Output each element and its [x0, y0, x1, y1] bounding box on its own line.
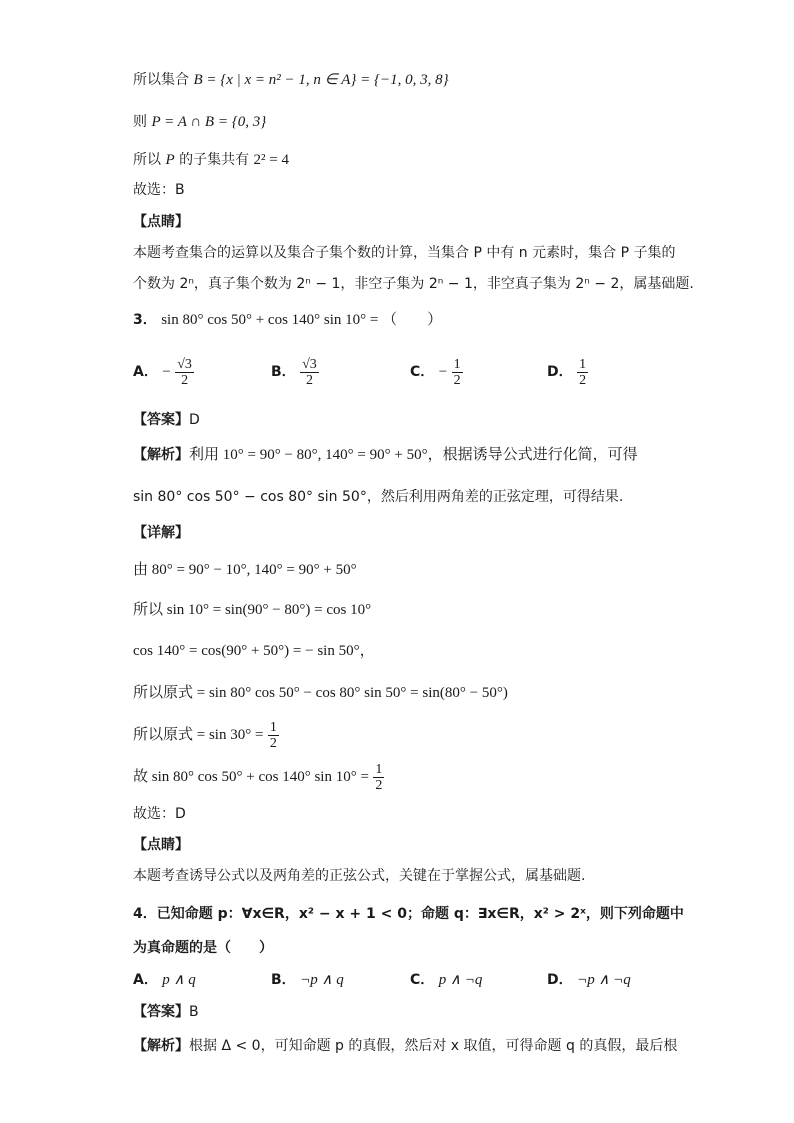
question-3: 3． sin 80° cos 50° + cos 140° sin 10° = （ ） [133, 312, 443, 328]
q4-option-c: C． p ∧ ¬q [410, 972, 483, 988]
section-tag-dianjing: 【点睛】 [133, 214, 189, 230]
fraction: $\frac{√3}{2}$ [302, 356, 317, 388]
q3-option-d: D． $\frac{1}{2}$ [547, 356, 587, 388]
line-note-1: 本题考查集合的运算以及集合子集个数的计算，当集合 P 中有 n 元素时，集合 P 子集的 [133, 245, 676, 261]
fraction: $\frac{√3}{2}$ [177, 356, 192, 388]
question-4-line-2: 为真命题的是（ ） [133, 940, 273, 956]
line-choice-b: 故选：B [133, 182, 185, 198]
note-line: 本题考查诱导公式以及两角差的正弦公式，关键在于掌握公式，属基础题. [133, 868, 586, 884]
line-set-b: 所以集合 B = {x | x = n² − 1, n ∈ A} = {−1, 0, 3, 8} [133, 72, 449, 88]
detail-line-4: 所以原式 = sin 80° cos 50° − cos 80° sin 50° = sin(80° − 50°) [133, 685, 508, 701]
fraction: $\frac{1}{2}$ [579, 356, 587, 388]
q3-option-a: A． − $\frac{√3}{2}$ [133, 356, 192, 388]
fraction: $\frac{1}{2}$ [375, 761, 383, 793]
line-subset-count: 所以 P 的子集共有 2² = 4 [133, 152, 289, 168]
detail-line-5: 所以原式 = sin 30° = $\frac{1}{2}$ [133, 719, 277, 751]
q4-option-d: D． ¬p ∧ ¬q [547, 972, 631, 988]
q4-answer: 【答案】B [133, 1004, 199, 1020]
detail-line-1: 由 80° = 90° − 10°, 140° = 90° + 50° [133, 562, 357, 578]
detail-choice-d: 故选：D [133, 806, 186, 822]
section-tag-xiangjie: 【详解】 [133, 525, 189, 541]
detail-line-6: 故 sin 80° cos 50° + cos 140° sin 10° = $\frac{1}{2}$ [133, 761, 383, 793]
q4-analysis: 【解析】根据 Δ < 0，可知命题 p 的真假，然后对 x 取值，可得命题 q 的真假，最后根 [133, 1038, 678, 1054]
q3-analysis: 【解析】利用 10° = 90° − 80°, 140° = 90° + 50°，根据诱导公式进行化简，可得 [133, 447, 638, 463]
detail-line-2: 所以 sin 10° = sin(90° − 80°) = cos 10° [133, 602, 372, 618]
section-tag-dianjing-2: 【点睛】 [133, 837, 189, 853]
q3-option-b: B． $\frac{√3}{2}$ [271, 356, 317, 388]
q4-option-b: B． ¬p ∧ q [271, 972, 344, 988]
q3-analysis-cont: sin 80° cos 50° − cos 80° sin 50°，然后利用两角差的正弦定理，可得结果. [133, 489, 624, 505]
detail-line-3: cos 140° = cos(90° + 50°) = − sin 50°， [133, 643, 375, 659]
line-note-2: 个数为 2ⁿ，真子集个数为 2ⁿ − 1，非空子集为 2ⁿ − 1，非空真子集为 2ⁿ − 2，属基础题. [133, 276, 694, 292]
q3-option-c: C． − $\frac{1}{2}$ [410, 356, 461, 388]
fraction: $\frac{1}{2}$ [453, 356, 461, 388]
q3-answer: 【答案】D [133, 412, 200, 428]
question-4-line-1: 4．已知命题 p：∀x∈R，x² − x + 1 < 0；命题 q：∃x∈R，x² > 2ˣ，则下列命题中 [133, 906, 684, 922]
line-set-p: 则 P = A ∩ B = {0, 3} [133, 114, 267, 130]
fraction: $\frac{1}{2}$ [269, 719, 277, 751]
q4-option-a: A． p ∧ q [133, 972, 196, 988]
